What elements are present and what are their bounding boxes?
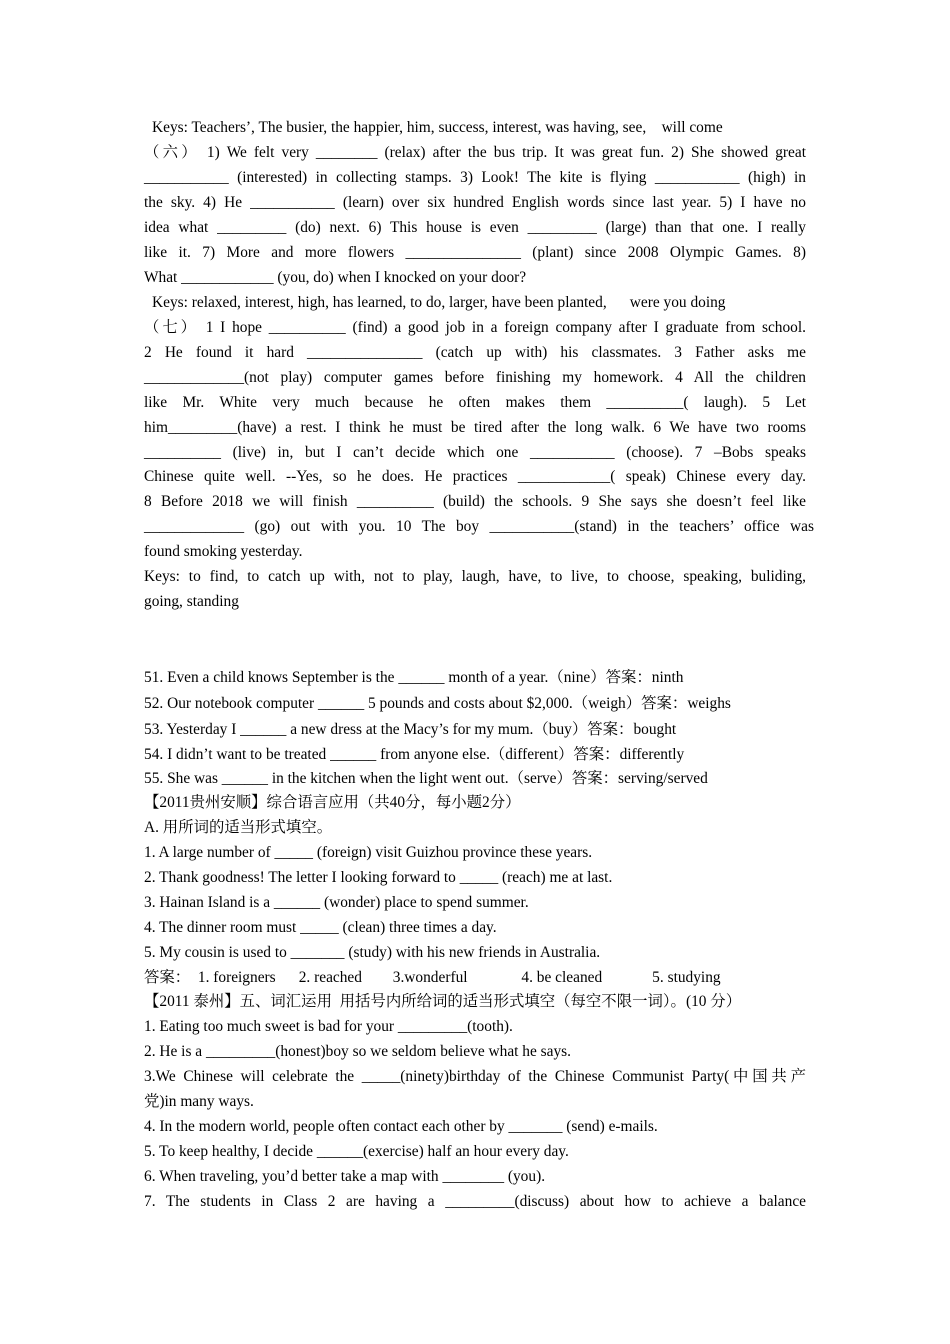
guizhou-answers: 答案： 1. foreigners 2. reached 3.wonderful 4. be cleaned 5. studying — [144, 969, 721, 986]
part-7-line-10: found smoking yesterday. — [144, 543, 303, 560]
part-7-line-2: 2 He found it hard _______________ (catch up with) his classmates. 3 Father asks me — [144, 344, 806, 361]
keys-line-6: Keys: relaxed, interest, high, has learned, to do, larger, have been planted, were you doing — [152, 294, 726, 311]
part-7-line-9: _____________ (go) out with you. 10 The boy ___________(stand) in the teachers’ office was — [144, 518, 814, 535]
taizhou-item-5: 5. To keep healthy, I decide ______(exercise) half an hour every day. — [144, 1143, 569, 1160]
part-7-line-8: 8 Before 2018 we will finish __________ (build) the schools. 9 She says she doesn’t feel like — [144, 493, 806, 510]
part-7-line-1: （七） 1 I hope __________ (find) a good job in a foreign company after I graduate from school. — [144, 319, 806, 336]
question-51: 51. Even a child knows September is the ______ month of a year.（nine）答案：ninth — [144, 669, 684, 686]
taizhou-item-3-cont: 党)in many ways. — [144, 1093, 254, 1110]
taizhou-item-3: 3.We Chinese will celebrate the _____(ninety)birthday of the Chinese Communist Party(中国共产 — [144, 1068, 806, 1085]
part-7-line-5: him_________(have) a rest. I think he must be tired after the long walk. 6 We have two rooms — [144, 419, 806, 436]
keys-line-5: Keys: Teachers’, The busier, the happier, him, success, interest, was having, see, will come — [152, 119, 723, 136]
taizhou-item-2: 2. He is a _________(honest)boy so we seldom believe what he says. — [144, 1043, 572, 1060]
taizhou-heading: 【2011 泰州】五、词汇运用 用括号内所给词的适当形式填空（每空不限一词）。(10 分） — [144, 993, 742, 1010]
guizhou-item-4: 4. The dinner room must _____ (clean) three times a day. — [144, 919, 497, 936]
guizhou-item-1: 1. A large number of _____ (foreign) visit Guizhou province these years. — [144, 844, 593, 861]
part-6-line-6: What ____________ (you, do) when I knocked on your door? — [144, 269, 527, 286]
part-7-line-7: Chinese quite well. --Yes, so he does. He practices ____________( speak) Chinese every day. — [144, 468, 806, 485]
keys-line-7-cont: going, standing — [144, 593, 239, 610]
part-7-line-6: __________ (live) in, but I can’t decide which one ___________ (choose). 7 –Bobs speaks — [144, 444, 806, 461]
question-52: 52. Our notebook computer ______ 5 pounds and costs about $2,000.（weigh）答案：weighs — [144, 695, 731, 712]
question-53: 53. Yesterday I ______ a new dress at the Macy’s for my mum.（buy）答案：bought — [144, 721, 677, 738]
question-54: 54. I didn’t want to be treated ______ from anyone else.（different）答案：differently — [144, 746, 685, 763]
guizhou-item-2: 2. Thank goodness! The letter I looking forward to _____ (reach) me at last. — [144, 869, 613, 886]
guizhou-subheading: A. 用所词的适当形式填空。 — [144, 819, 333, 836]
part-6-line-5: like it. 7) More and more flowers _______________ (plant) since 2008 Olympic Games. 8) — [144, 244, 806, 261]
taizhou-item-6: 6. When traveling, you’d better take a map with ________ (you). — [144, 1168, 546, 1185]
part-6-line-4: idea what _________ (do) next. 6) This house is even _________ (large) than that one. I really — [144, 219, 806, 236]
part-6-line-1: （六） 1) We felt very ________ (relax) after the bus trip. It was great fun. 2) She showed great — [144, 144, 806, 161]
part-6-line-2: ___________ (interested) in collecting stamps. 3) Look! The kite is flying ___________ (high) in — [144, 169, 806, 186]
taizhou-item-7: 7. The students in Class 2 are having a _________(discuss) about how to achieve a balance — [144, 1193, 806, 1210]
taizhou-item-4: 4. In the modern world, people often contact each other by _______ (send) e-mails. — [144, 1118, 658, 1135]
question-55: 55. She was ______ in the kitchen when the light went out.（serve）答案：serving/served — [144, 770, 708, 787]
guizhou-item-3: 3. Hainan Island is a ______ (wonder) place to spend summer. — [144, 894, 529, 911]
keys-line-7: Keys: to find, to catch up with, not to play, laugh, have, to live, to choose, speaking, buliding, — [144, 568, 806, 585]
taizhou-item-1: 1. Eating too much sweet is bad for your _________(tooth). — [144, 1018, 513, 1035]
guizhou-item-5: 5. My cousin is used to _______ (study) with his new friends in Australia. — [144, 944, 601, 961]
part-7-line-3: _____________(not play) computer games before finishing my homework. 4 All the children — [144, 369, 806, 386]
guizhou-heading: 【2011贵州安顺】综合语言应用（共40分，每小题2分） — [144, 794, 521, 811]
part-7-line-4: like Mr. White very much because he often makes them __________( laugh). 5 Let — [144, 394, 806, 411]
part-6-line-3: the sky. 4) He ___________ (learn) over six hundred English words since last year. 5) I have no — [144, 194, 806, 211]
